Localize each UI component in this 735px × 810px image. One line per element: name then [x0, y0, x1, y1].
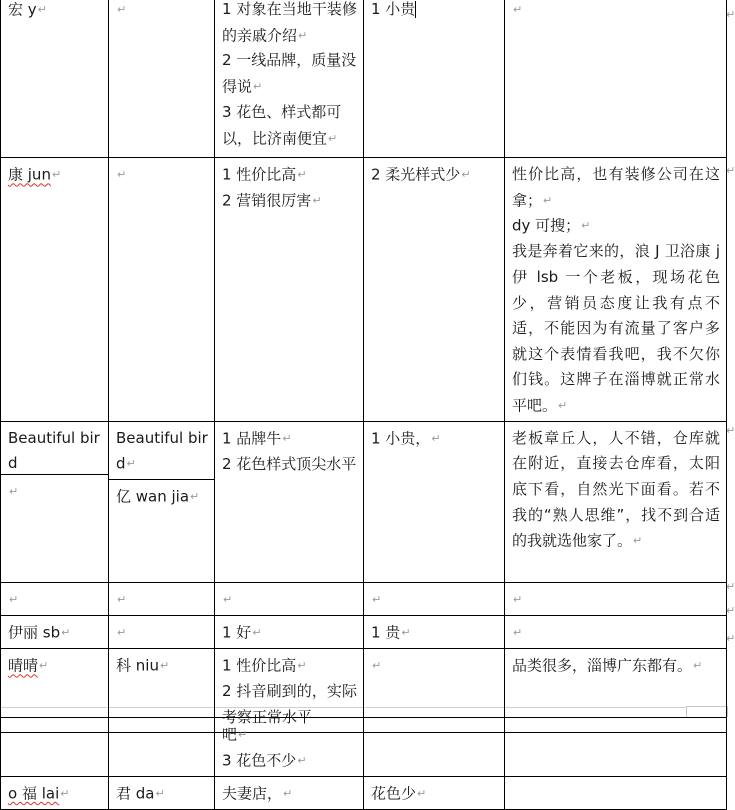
cell-empty[interactable] — [364, 718, 505, 777]
cell-name[interactable]: 晴晴↵ — [1, 649, 109, 733]
cell-empty[interactable]: ↵ — [109, 0, 215, 158]
cell-reason[interactable]: 1 对象在当地干装修的亲戚介绍↵ 2 一线品牌，质量没得说↵ 3 花色、样式都可以，比济南便宜↵ — [215, 0, 364, 158]
cell-alias[interactable]: 科 niu↵ — [109, 649, 215, 733]
cell-comment[interactable]: 老板章丘人，人不错，仓库就在附近，直接去仓库看，太阳底下看，自然光下面看。若不我的“熟人思维”，找不到合适的我就选他家了。↵ — [505, 421, 727, 582]
cell-empty[interactable]: ↵ — [109, 616, 215, 649]
cell-alias[interactable]: Beautiful bird↵ — [109, 421, 215, 479]
cell-alias[interactable]: 亿 wan jia↵ — [109, 480, 215, 583]
cell-reason[interactable]: 吧↵ 3 花色不少↵ — [215, 718, 364, 777]
cell-comment[interactable]: 品类很多，淄博广东都有。↵ — [505, 649, 727, 733]
cell-empty[interactable]: ↵ — [364, 649, 505, 733]
cell-reason[interactable]: 1 性价比高↵ 2 抖音刷到的，实际考察正常水平 — [215, 649, 364, 733]
cell-price[interactable]: 花色少↵ — [364, 776, 505, 809]
cell-empty[interactable] — [1, 718, 109, 777]
reviews-table-continued — [0, 717, 727, 810]
cell-name[interactable]: o 福 lai↵ — [1, 776, 109, 809]
cell-empty[interactable] — [505, 718, 727, 777]
table-row-continued — [1, 718, 727, 777]
cell-empty[interactable]: ↵ — [109, 583, 215, 616]
cell-name[interactable]: 宏 y↵ — [1, 0, 109, 158]
table-row-empty — [1, 583, 727, 616]
table-row — [1, 421, 727, 479]
cell-price[interactable]: 1 贵↵ — [364, 616, 505, 649]
cell-price[interactable]: 1 小贵 — [364, 0, 505, 158]
cell-empty[interactable]: ↵ — [505, 616, 727, 649]
cell-empty[interactable]: ↵ — [215, 583, 364, 616]
cell-alias[interactable]: 君 da↵ — [109, 776, 215, 809]
end-of-row-mark: ↵ — [726, 8, 735, 21]
cell-comment[interactable]: ↵ — [505, 0, 727, 158]
cell-name-empty[interactable]: ↵ — [9, 484, 19, 498]
end-of-row-mark: ↵ — [726, 424, 735, 437]
end-of-row-mark: ↵ — [726, 580, 735, 593]
cell-price[interactable]: 2 柔光样式少↵ — [364, 158, 505, 422]
table-row — [1, 158, 727, 422]
cell-name[interactable]: Beautiful bird — [1, 422, 108, 475]
cell-reason[interactable]: 1 性价比高↵ 2 营销很厉害↵ — [215, 158, 364, 422]
table-row — [1, 616, 727, 649]
cell-reason[interactable]: 夫妻店，↵ — [215, 776, 364, 809]
cell-empty[interactable]: ↵ — [505, 583, 727, 616]
cell-name[interactable]: 康 jun↵ — [1, 158, 109, 422]
cell-reason[interactable]: 1 品牌牛↵ 2 花色样式顶尖水平 — [215, 421, 364, 582]
table-row — [1, 0, 727, 158]
cell-comment[interactable]: 性价比高，也有装修公司在这拿；↵ dy 可搜；↵ 我是奔着它来的，浪 J 卫浴康 j 伊 lsb 一个老板，现场花色少，营销员态度让我有点不适，不能因为有流量了客户多就这个表情看我吧，我不欠你们钱。这牌子在淄博就正常水平吧。↵ — [505, 158, 727, 422]
cell-empty[interactable] — [109, 718, 215, 777]
cell-price[interactable]: 1 小贵，↵ — [364, 421, 505, 582]
end-of-row-mark: ↵ — [726, 604, 735, 617]
cell-name[interactable]: 伊丽 sb↵ — [1, 616, 109, 649]
cell-empty[interactable]: ↵ — [1, 583, 109, 616]
cell-empty[interactable]: ↵ — [109, 158, 215, 422]
table-row — [1, 776, 727, 809]
cell-empty[interactable]: ↵ — [364, 583, 505, 616]
end-of-row-mark: ↵ — [726, 164, 735, 177]
end-of-row-mark: ↵ — [726, 632, 735, 645]
cell-empty[interactable] — [505, 776, 727, 809]
cell-reason[interactable]: 1 好↵ — [215, 616, 364, 649]
text-cursor — [415, 1, 416, 18]
cell-name-split — [1, 421, 109, 582]
